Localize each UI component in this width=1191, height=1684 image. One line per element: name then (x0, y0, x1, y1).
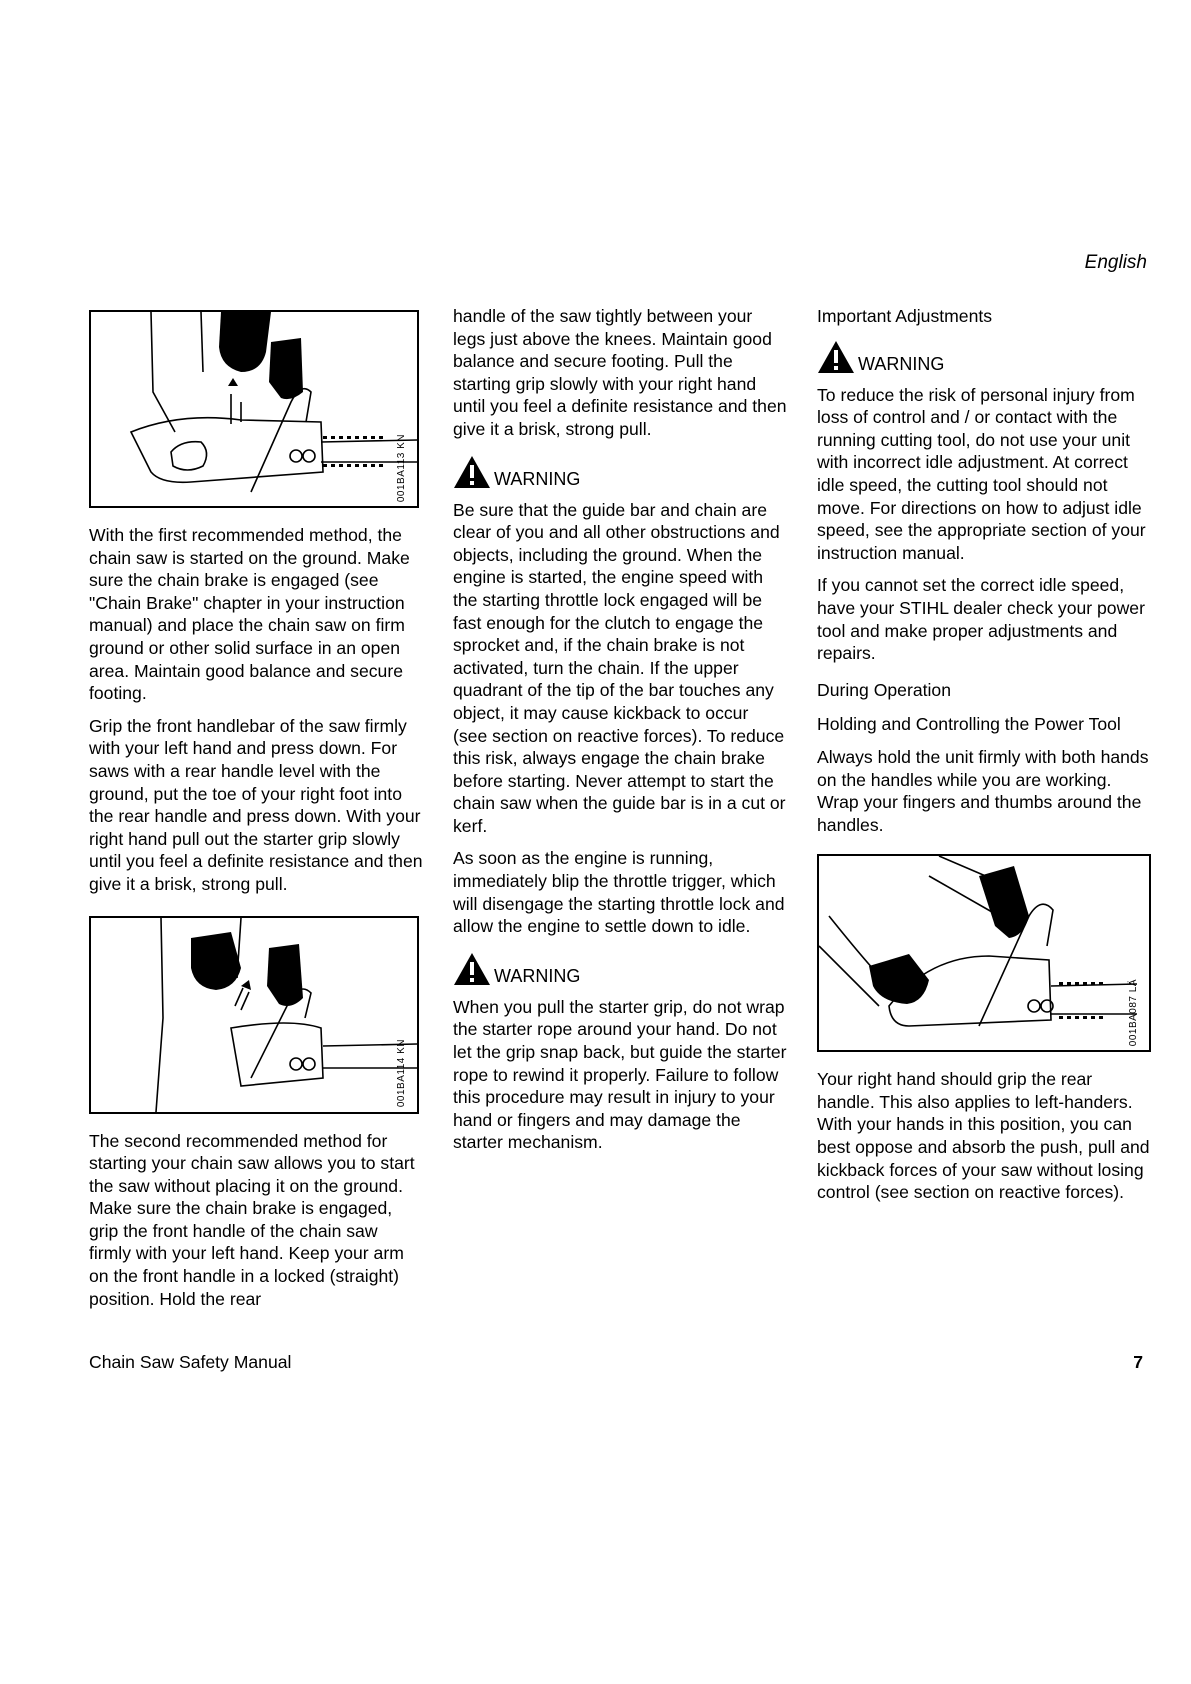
paragraph-engine-running: As soon as the engine is running, immediately blip the throttle trigger, which will disengage the starting throttle lock and allow the engine to settle down to idle. (453, 848, 785, 937)
language-label: English (1084, 252, 1147, 273)
warning-icon (453, 952, 491, 986)
warning-heading-2: WARNING (453, 952, 787, 986)
figure-start-on-ground (89, 310, 419, 508)
warning-heading-3: WARNING (817, 340, 1151, 374)
figure-start-between-legs (89, 916, 419, 1114)
footer-title: Chain Saw Safety Manual (89, 1352, 292, 1372)
warning-icon (453, 455, 491, 489)
paragraph-idle-adjustment: To reduce the risk of personal injury from loss of control and / or contact with the running cutting tool, do not use your unit with incorrect idle adjustment. At correct idle speed, the cutting tool should not move. For directions on how to adjust idle speed, see the appropriate section of your instruction manual. (817, 384, 1146, 563)
figure-code: 001BA087 LÄ (1128, 979, 1140, 1047)
paragraph-first-method: With the first recommended method, the chain saw is started on the ground. Make sure the chain brake is engaged (see "Chain Brake" chapter in your instruction manual) and place the chain saw on firm ground or other solid surface in an open area. Maintain good balance and secure footing. (89, 525, 410, 704)
figure-code: 001BA113 KN (396, 433, 408, 502)
column-1 (89, 310, 423, 1320)
heading-holding-controlling: Holding and Controlling the Power Tool (817, 714, 1121, 735)
paragraph-starter-grip: When you pull the starter grip, do not wrap the starter rope around your hand. Do not let the grip snap back, but guide the starter rope to rewind it properly. Failure to follow this procedure may result in injury to your hand or fingers and may damage the starter mechanism. (453, 996, 787, 1153)
page-number: 7 (1133, 1352, 1143, 1372)
column-3 (817, 305, 1151, 1214)
paragraph-second-method: The second recommended method for starting your chain saw allows you to start the saw without placing it on the ground. Make sure the chain brake is engaged, grip the front handle of the chain saw firmly with your left hand. Keep your arm on the front handle in a locked (straight) position. Hold the rear (89, 1130, 415, 1309)
paragraph-hold-firmly: Always hold the unit firmly with both hands on the handles while you are working. Wrap your fingers and thumbs around the handles. (817, 746, 1149, 835)
paragraph-stihl-dealer: If you cannot set the correct idle speed, have your STIHL dealer check your power tool and make proper adjustments and repairs. (817, 575, 1145, 664)
paragraph-grip-front: Grip the front handlebar of the saw firmly with your left hand and press down. For saws with a rear handle level with the ground, put the toe of your right foot into the rear handle and press down. With your right hand pull out the starter grip slowly until you feel a definite resistance and then give it a brisk, strong pull. (89, 715, 423, 894)
heading-during-operation: During Operation (817, 679, 951, 700)
paragraph-continue-handle: handle of the saw tightly between your legs just above the knees. Maintain good balance and secure footing. Pull the starting grip slowly with your right hand until you feel a definite resistance and then give it a brisk, strong pull. (453, 306, 787, 439)
warning-heading-1: WARNING (453, 455, 787, 489)
figure-holding-saw (817, 854, 1151, 1052)
figure-code: 001BA114 KN (396, 1039, 408, 1108)
warning-icon (817, 340, 855, 374)
paragraph-right-hand-grip: Your right hand should grip the rear handle. This also applies to left-handers. With your hands in this position, you can best oppose and absorb the push, pull and kickback forces of your saw without losing control (see section on reactive forces). (817, 1069, 1150, 1203)
paragraph-guide-bar-clear: Be sure that the guide bar and chain are clear of you and all other obstructions and objects, including the ground. When the engine is started, the engine speed with the starting throttle lock engaged will be fast enough for the clutch to engage the sprocket and, if the chain brake is not activated, turn the chain. If the upper quadrant of the tip of the bar touches any object, it may cause kickback to occur (see section on reactive forces). To reduce this risk, always engage the chain brake before starting. Never attempt to start the chain saw when the guide bar is in a cut or kerf. (453, 499, 786, 836)
heading-important-adjustments: Important Adjustments (817, 306, 993, 326)
column-2 (453, 305, 787, 1164)
